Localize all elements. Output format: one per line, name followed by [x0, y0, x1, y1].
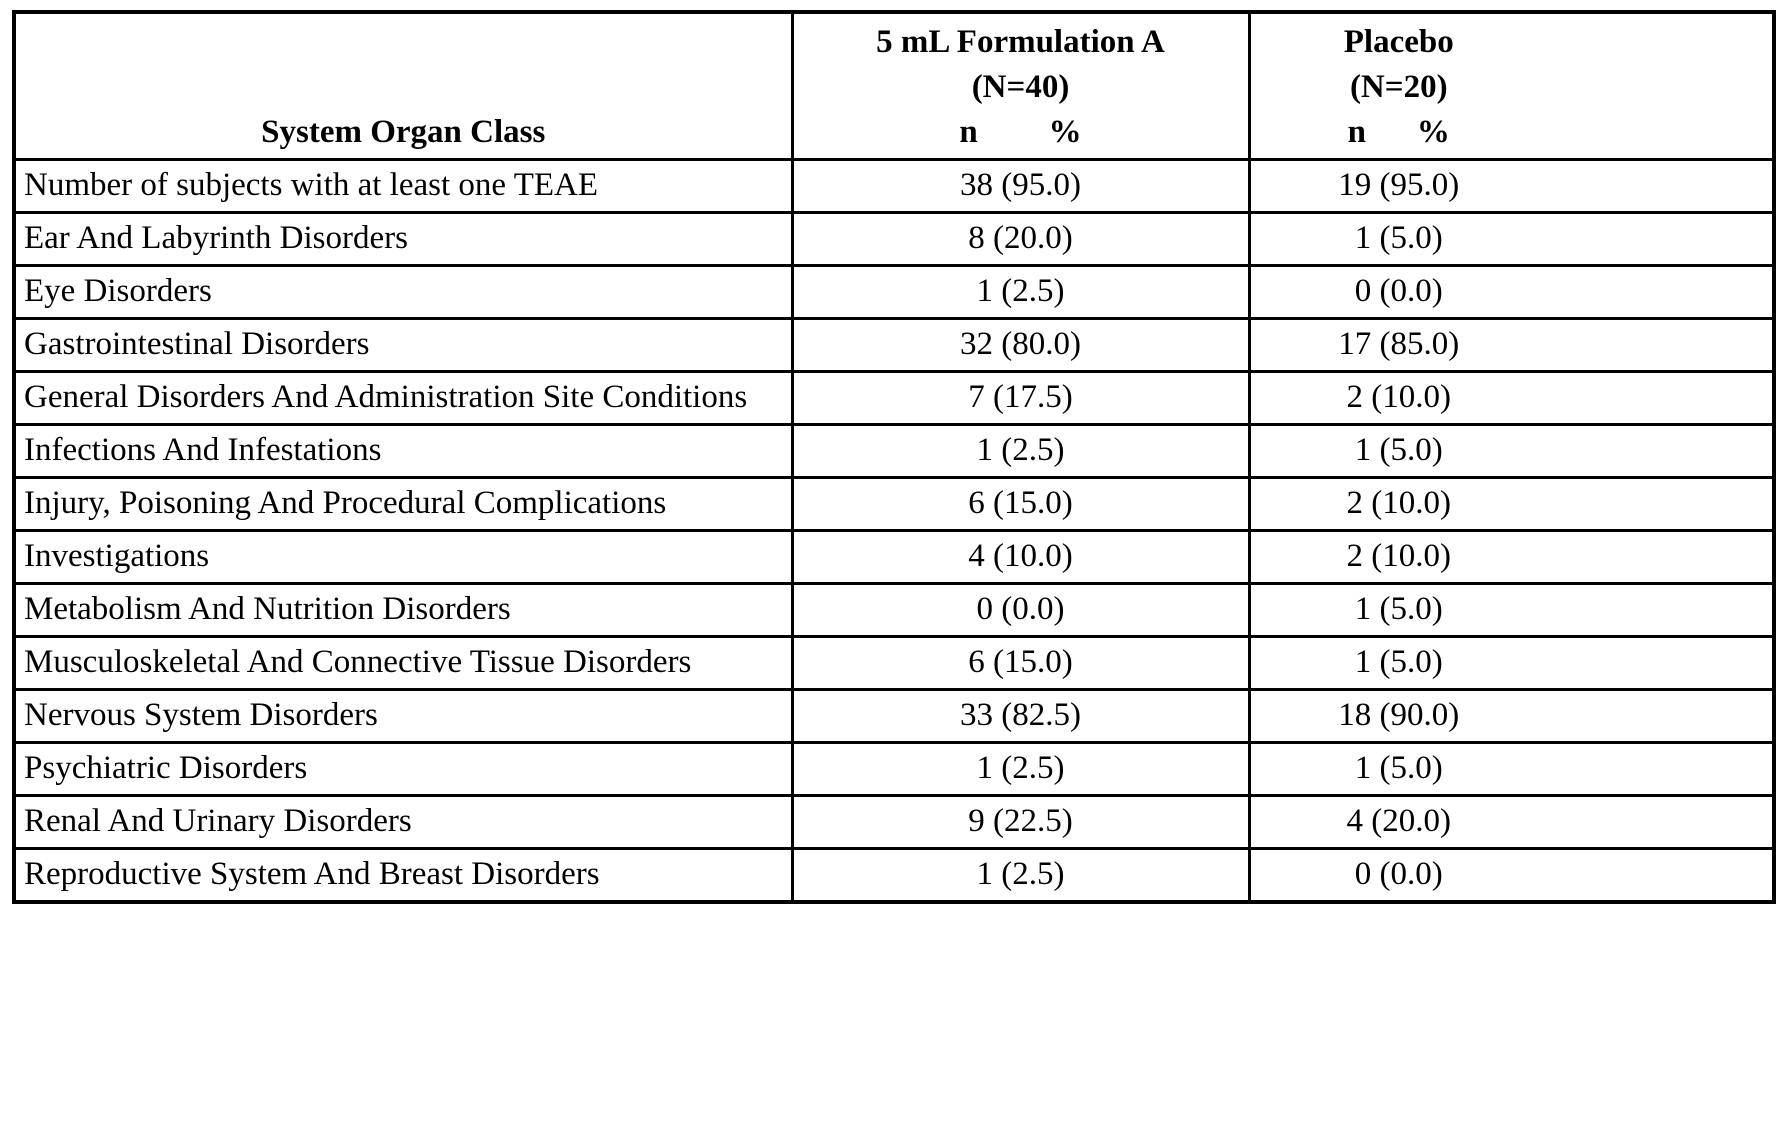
formulation-a-value-cell: 7 (17.5): [792, 372, 1249, 425]
table-row: [14, 478, 1774, 531]
placebo-title: Placebo: [1343, 24, 1454, 60]
table-row: [14, 584, 1774, 637]
table-row: [14, 796, 1774, 849]
placebo-value-cell: 0 (0.0): [1249, 266, 1774, 319]
table-row: [14, 743, 1774, 796]
formulation-a-value-cell: 6 (15.0): [792, 637, 1249, 690]
column-header-placebo: [1249, 12, 1774, 160]
formulation-a-value-cell: 8 (20.0): [792, 213, 1249, 266]
teae-table: [12, 10, 1776, 904]
placebo-pct-label: %: [1416, 114, 1450, 150]
formulation-a-n-label: n: [959, 114, 978, 150]
placebo-value-cell: 2 (10.0): [1249, 531, 1774, 584]
formulation-a-value-cell: 1 (2.5): [792, 425, 1249, 478]
formulation-a-value-cell: 1 (2.5): [792, 849, 1249, 903]
system-organ-class-cell: Investigations: [14, 531, 792, 584]
formulation-a-value-cell: 9 (22.5): [792, 796, 1249, 849]
table-row: [14, 266, 1774, 319]
table-body: [14, 160, 1774, 903]
table-row: [14, 531, 1774, 584]
table-row: [14, 372, 1774, 425]
system-organ-class-cell: Reproductive System And Breast Disorders: [14, 849, 792, 903]
formulation-a-value-cell: 38 (95.0): [792, 160, 1249, 213]
placebo-value-cell: 1 (5.0): [1249, 743, 1774, 796]
header-row: [14, 12, 1774, 160]
placebo-value-cell: 2 (10.0): [1249, 372, 1774, 425]
placebo-n-pct-subheader: [1251, 110, 1548, 155]
formulation-a-value-cell: 6 (15.0): [792, 478, 1249, 531]
system-organ-class-cell: Gastrointestinal Disorders: [14, 319, 792, 372]
placebo-value-cell: 1 (5.0): [1249, 425, 1774, 478]
system-organ-class-cell: Number of subjects with at least one TEAE: [14, 160, 792, 213]
table-row: [14, 849, 1774, 903]
table-row: [14, 425, 1774, 478]
formulation-a-title: 5 mL Formulation A: [876, 24, 1165, 60]
system-organ-class-cell: Ear And Labyrinth Disorders: [14, 213, 792, 266]
table-row: [14, 160, 1774, 213]
system-organ-class-cell: Eye Disorders: [14, 266, 792, 319]
placebo-value-cell: 18 (90.0): [1249, 690, 1774, 743]
system-organ-class-cell: Musculoskeletal And Connective Tissue Disorders: [14, 637, 792, 690]
system-organ-class-cell: Metabolism And Nutrition Disorders: [14, 584, 792, 637]
system-organ-class-cell: Psychiatric Disorders: [14, 743, 792, 796]
formulation-a-value-cell: 0 (0.0): [792, 584, 1249, 637]
placebo-value-cell: 1 (5.0): [1249, 637, 1774, 690]
placebo-sample-size: (N=20): [1349, 69, 1448, 105]
formulation-a-sample-size: (N=40): [971, 69, 1070, 105]
column-header-system-organ-class: System Organ Class: [14, 12, 792, 160]
formulation-a-value-cell: 4 (10.0): [792, 531, 1249, 584]
formulation-a-value-cell: 33 (82.5): [792, 690, 1249, 743]
formulation-a-n-pct-subheader: [794, 110, 1248, 155]
system-organ-class-cell: Infections And Infestations: [14, 425, 792, 478]
formulation-a-value-cell: 32 (80.0): [792, 319, 1249, 372]
placebo-n-label: n: [1347, 114, 1366, 150]
formulation-a-value-cell: 1 (2.5): [792, 743, 1249, 796]
system-organ-class-cell: Nervous System Disorders: [14, 690, 792, 743]
formulation-a-value-cell: 1 (2.5): [792, 266, 1249, 319]
table-row: [14, 637, 1774, 690]
placebo-value-cell: 1 (5.0): [1249, 584, 1774, 637]
system-organ-class-cell: Injury, Poisoning And Procedural Complications: [14, 478, 792, 531]
system-organ-class-cell: General Disorders And Administration Site Conditions: [14, 372, 792, 425]
placebo-value-cell: 0 (0.0): [1249, 849, 1774, 903]
system-organ-class-cell: Renal And Urinary Disorders: [14, 796, 792, 849]
column-header-formulation-a: [792, 12, 1249, 160]
placebo-value-cell: 2 (10.0): [1249, 478, 1774, 531]
placebo-value-cell: 17 (85.0): [1249, 319, 1774, 372]
table-row: [14, 690, 1774, 743]
table-row: [14, 213, 1774, 266]
formulation-a-pct-label: %: [1048, 114, 1082, 150]
placebo-value-cell: 19 (95.0): [1249, 160, 1774, 213]
placebo-value-cell: 1 (5.0): [1249, 213, 1774, 266]
table-row: [14, 319, 1774, 372]
placebo-value-cell: 4 (20.0): [1249, 796, 1774, 849]
